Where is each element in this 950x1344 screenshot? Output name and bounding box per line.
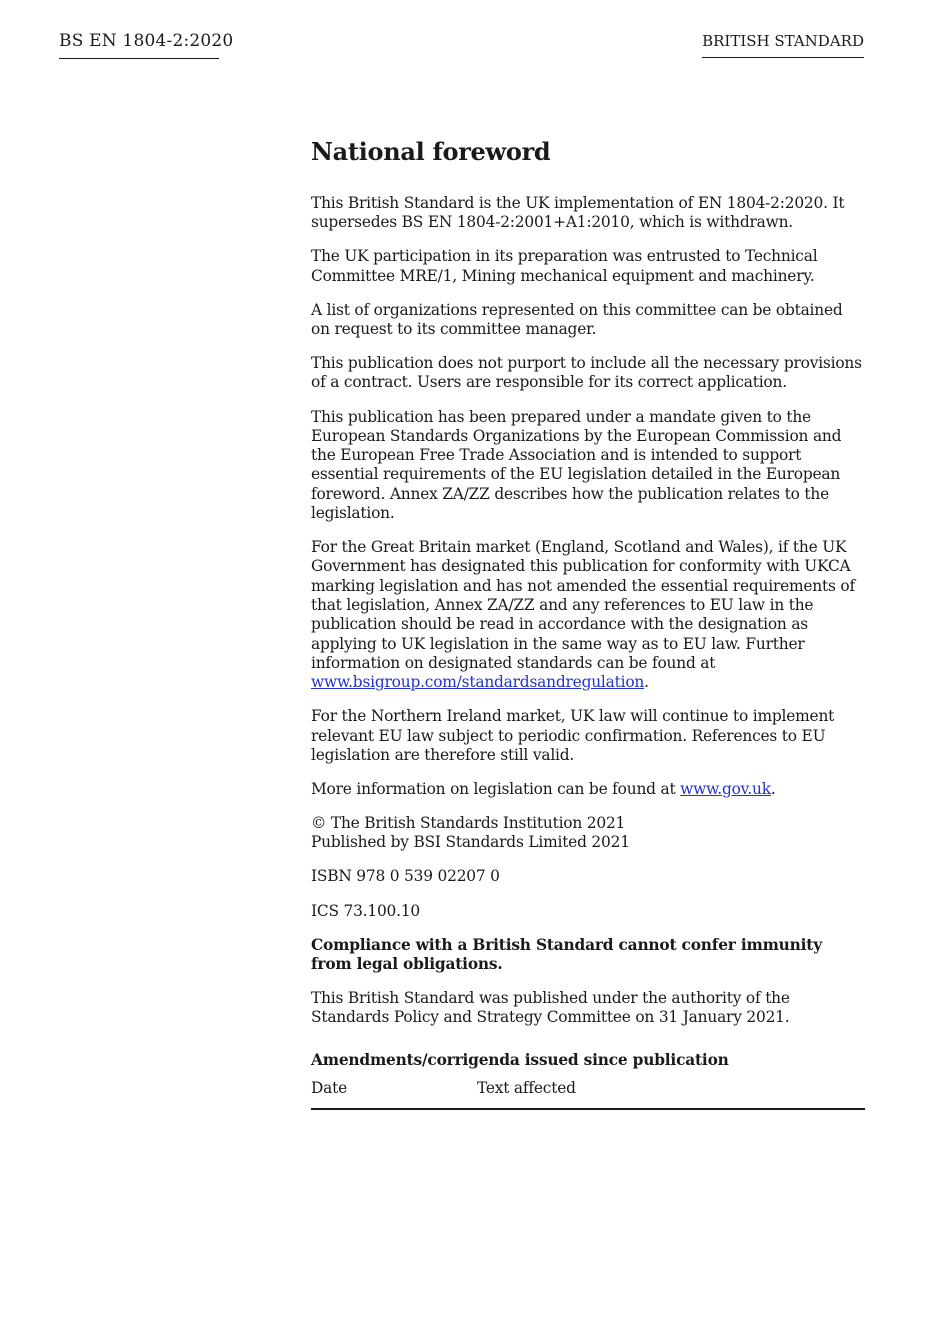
document-code: BS EN 1804-2:2020	[59, 30, 219, 59]
para-gb-market	[311, 538, 865, 692]
amendments-header-row	[311, 1079, 865, 1109]
compliance-notice: Compliance with a British Standard cannot confer immunity from legal obligations.	[311, 935, 822, 973]
para-ni-market: For the Northern Ireland market, UK law will continue to implement relevant EU law subject to periodic confirmation. References to EU legislation are therefore still valid.	[311, 707, 835, 764]
gb-market-suffix: .	[644, 673, 649, 692]
copyright-line: © The British Standards Institution 2021	[311, 814, 626, 833]
more-info-suffix: .	[770, 780, 776, 798]
foreword-content	[311, 136, 865, 1110]
amendments-title: Amendments/corrigenda issued since publication	[311, 1050, 729, 1069]
column-text-affected: Text affected	[477, 1079, 865, 1109]
gb-market-text: For the Great Britain market (England, Scotland and Wales), if the UK Government has designated this publication for conformity with UKCA marking legislation and has not amended the essential requirements of that legislation, Annex ZA/ZZ and any references to EU law in the publication should be read in accordance with the designation as applying to UK legislation in the same way as to EU law. Further information on designated standards can be found at	[311, 538, 855, 672]
para-authority: This British Standard was published under the authority of the Standards Policy and Strategy Committee on 31 January 2021.	[311, 989, 790, 1027]
bsigroup-link[interactable]: www.bsigroup.com/standardsandregulation	[311, 673, 645, 692]
para-implementation: This British Standard is the UK implementation of EN 1804-2:2020. It supersedes BS EN 1804-2:2001+A1:2010, which is withdrawn.	[311, 194, 845, 232]
amendments-table	[311, 1079, 865, 1110]
para-mandate: This publication has been prepared under a mandate given to the European Standards Organizations by the European Commission and the European Free Trade Association and is intended to support essential requirements of the EU legislation detailed in the European foreword. Annex ZA/ZZ describes how the publication relates to the legislation.	[311, 407, 842, 523]
page-title: National foreword	[311, 137, 551, 166]
more-info-text: More information on legislation can be found at	[311, 780, 681, 798]
para-committee: The UK participation in its preparation was entrusted to Technical Committee MRE/1, Mining mechanical equipment and machinery.	[311, 247, 818, 285]
column-date: Date	[311, 1079, 477, 1109]
para-organizations: A list of organizations represented on this committee can be obtained on request to its committee manager.	[311, 300, 843, 339]
ics: ICS 73.100.10	[311, 901, 421, 920]
standard-series: BRITISH STANDARD	[702, 31, 864, 58]
gov-uk-link[interactable]: www.gov.uk	[680, 780, 771, 798]
para-more-info	[311, 780, 865, 799]
published-by-line: Published by BSI Standards Limited 2021	[311, 833, 630, 852]
para-provisions: This publication does not purport to include all the necessary provisions of a contract. Users are responsible for its correct application.	[311, 354, 862, 392]
isbn: ISBN 978 0 539 02207 0	[311, 867, 500, 886]
para-copyright	[311, 814, 865, 853]
